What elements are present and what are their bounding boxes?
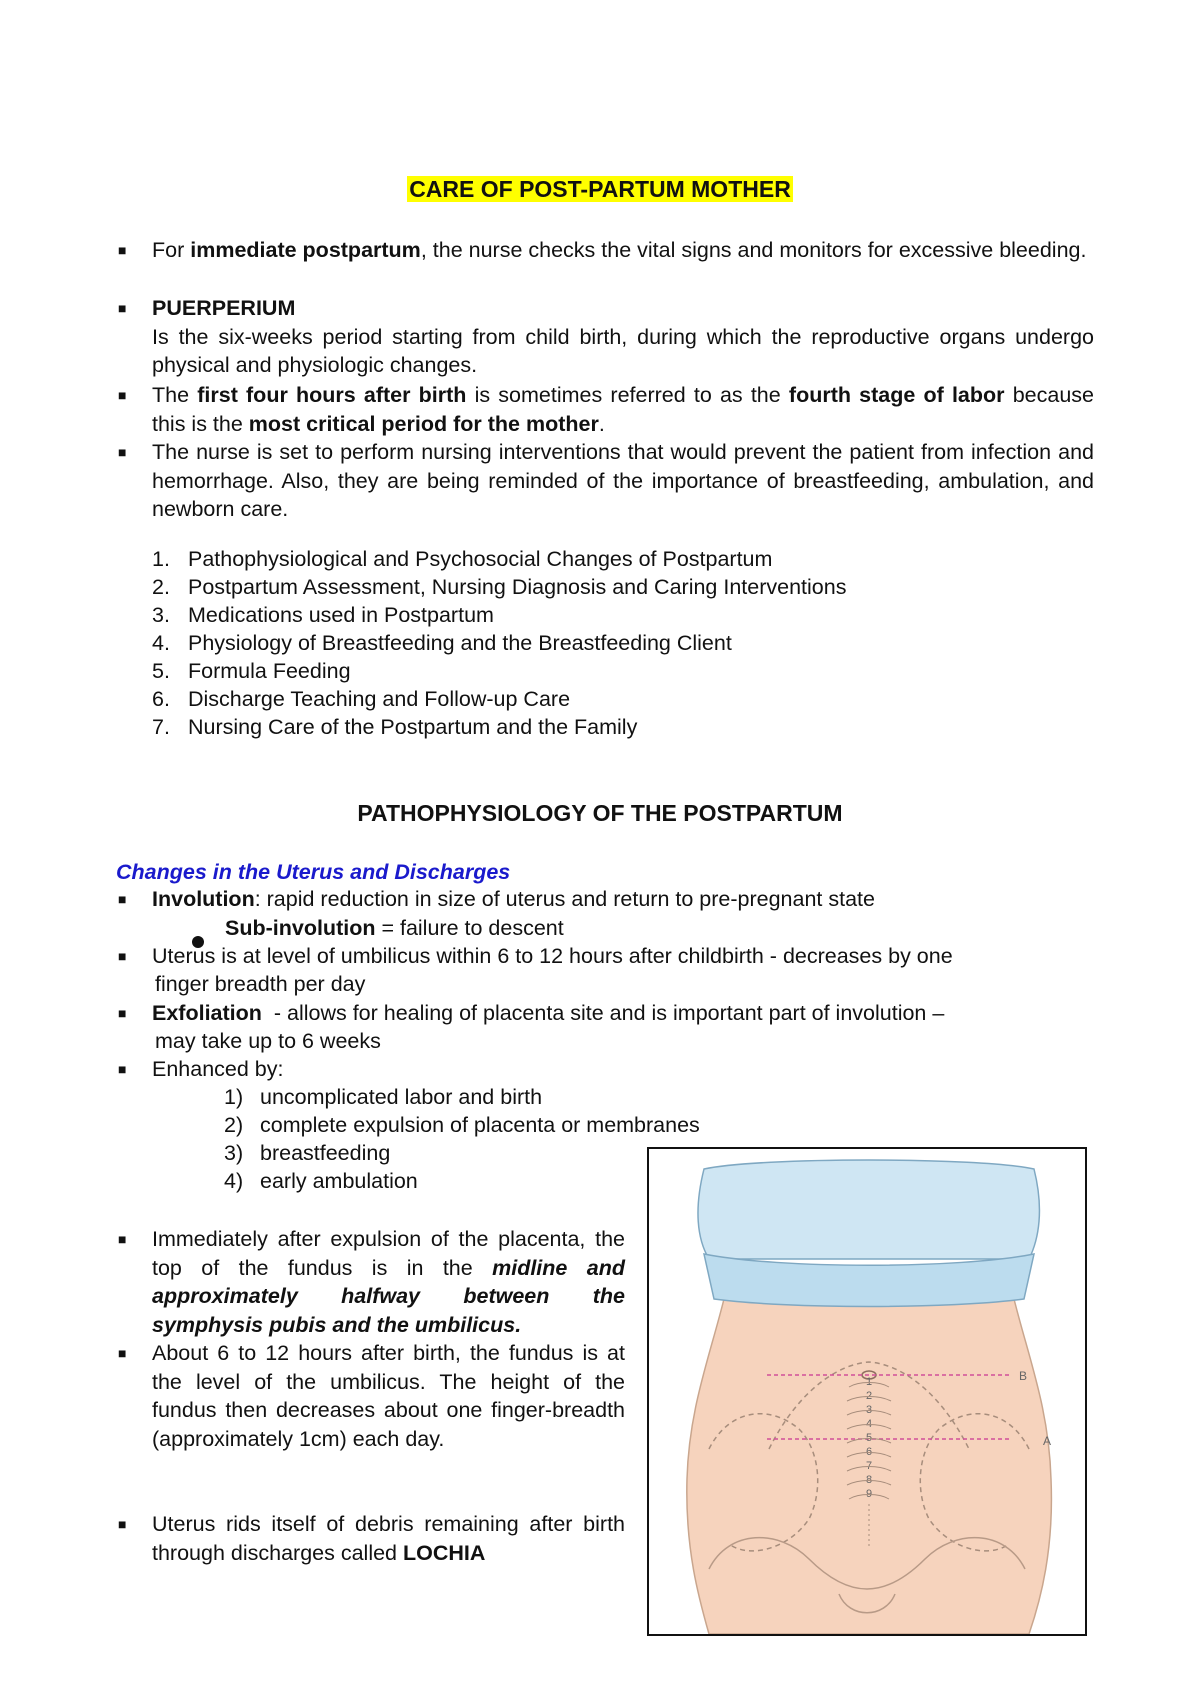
topic-item: 6. Discharge Teaching and Follow-up Care (152, 687, 571, 711)
bullet-icon: ■ (118, 242, 127, 258)
abdomen-drawing (649, 1149, 1085, 1634)
fundus-height-illustration (647, 1147, 1087, 1636)
uterus-level-line-1: Uterus is at level of umbilicus within 6 to 12 hours after childbirth - decreases by one (152, 944, 953, 968)
fundus-height-text: About 6 to 12 hours after birth, the fundus is at the level of the umbilicus. The height of the fundus then decreases about one finger-breadth (approximately 1cm) each day. (152, 1341, 625, 1451)
scale-mark: 1 (865, 1376, 873, 1388)
bullet-icon: ■ (118, 948, 127, 964)
bullet-icon: ■ (118, 444, 127, 460)
bullet-icon: ■ (118, 891, 127, 907)
topic-item: 7. Nursing Care of the Postpartum and the Family (152, 715, 638, 739)
bullet-icon: ■ (118, 1005, 127, 1021)
enhanced-by-label: Enhanced by: (152, 1057, 284, 1081)
scale-mark: 4 (865, 1418, 873, 1430)
scale-mark: 2 (865, 1390, 873, 1402)
enhanced-item: 4) early ambulation (224, 1169, 418, 1193)
level-label-b: B (1019, 1369, 1028, 1383)
scale-mark: 8 (865, 1474, 873, 1486)
page-title: CARE OF POST-PARTUM MOTHER (409, 176, 791, 202)
scale-mark: 5 (865, 1432, 873, 1444)
cloth-fold (704, 1254, 1034, 1307)
bullet-icon: ■ (118, 1516, 127, 1532)
bullet-icon: ■ (118, 387, 127, 403)
fundus-position-text: Immediately after expulsion of the placenta, the top of the fundus is in the midline and approximately halfway between the symphysis pubis and the umbilicus. (152, 1227, 625, 1337)
enhanced-item: 1) uncomplicated labor and birth (224, 1085, 543, 1109)
intro-bullet-2: PUERPERIUM Is the six-weeks period starting from child birth, during which the reproductive organs undergo physical and physiologic changes. (152, 296, 1094, 378)
lochia-text: Uterus rids itself of debris remaining after birth through discharges called LOCHIA (152, 1512, 625, 1565)
exfoliation-line-2: may take up to 6 weeks (155, 1029, 381, 1053)
uterus-level-line-2: finger breadth per day (155, 972, 366, 996)
involution-text: Involution: rapid reduction in size of uterus and return to pre-pregnant state (152, 887, 875, 911)
subsection-title: Changes in the Uterus and Discharges (116, 860, 511, 884)
intro-bullet-1: For immediate postpartum, the nurse checks the vital signs and monitors for excessive bleeding. (152, 238, 1087, 262)
topic-item: 3. Medications used in Postpartum (152, 603, 494, 627)
bullet-icon: ■ (118, 1345, 127, 1361)
topic-item: 5. Formula Feeding (152, 659, 351, 683)
scale-mark: 7 (865, 1460, 873, 1472)
cloth-drape (698, 1160, 1039, 1259)
topic-item: 4. Physiology of Breastfeeding and the Breastfeeding Client (152, 631, 732, 655)
bullet-icon: ■ (118, 300, 127, 316)
enhanced-item: 3) breastfeeding (224, 1141, 391, 1165)
bullet-icon: ■ (118, 1061, 127, 1077)
section-title: PATHOPHYSIOLOGY OF THE POSTPARTUM (357, 800, 843, 826)
bullet-icon: ■ (118, 1231, 127, 1247)
topic-item: 1. Pathophysiological and Psychosocial Changes of Postpartum (152, 547, 773, 571)
exfoliation-line-1: Exfoliation - allows for healing of placenta site and is important part of involution – (152, 1001, 945, 1025)
topic-item: 2. Postpartum Assessment, Nursing Diagnosis and Caring Interventions (152, 575, 847, 599)
level-label-a: A (1043, 1434, 1052, 1448)
scale-mark: 9 (865, 1488, 873, 1500)
scale-mark: 6 (865, 1446, 873, 1458)
subinvolution-text: Sub-involution = failure to descent (225, 916, 564, 940)
enhanced-item: 2) complete expulsion of placenta or membranes (224, 1113, 700, 1137)
intro-bullet-4: The nurse is set to perform nursing interventions that would prevent the patient from infection and hemorrhage. Also, they are being reminded of the importance of breastfeeding, ambulation, and newborn care. (152, 440, 1094, 522)
scale-mark: 3 (865, 1404, 873, 1416)
intro-bullet-3: The first four hours after birth is sometimes referred to as the fourth stage of labor because this is the most critical period for the mother. (152, 383, 1094, 436)
